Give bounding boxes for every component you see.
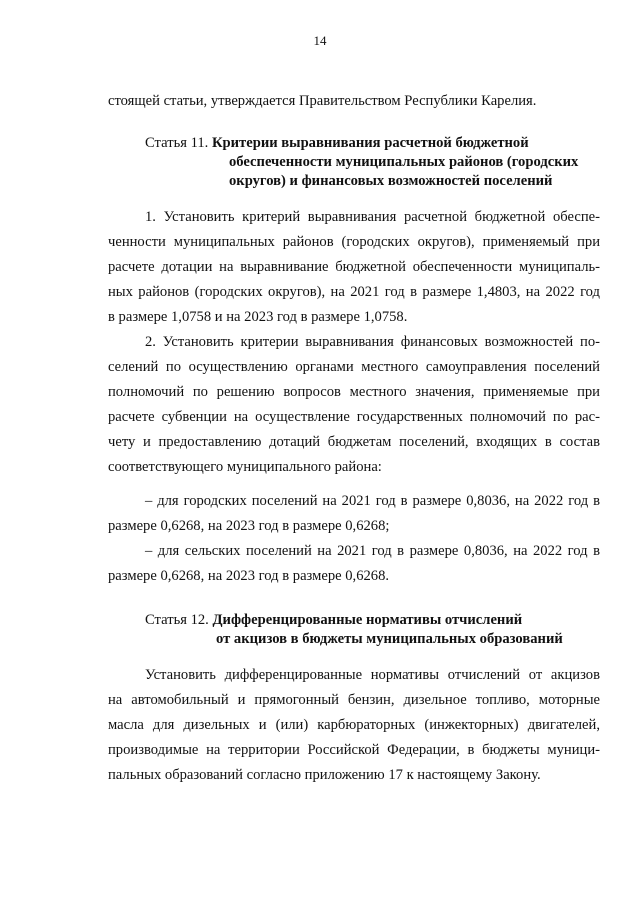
article-12-heading-line-1: [145, 611, 522, 630]
article-11-title-line-3: округов) и финансовых возможностей поселений: [229, 173, 553, 189]
paragraph-line: соответствующего муниципального района:: [108, 459, 382, 475]
paragraph-line: Установить дифференцированные нормативы отчислений от акцизов: [145, 667, 600, 683]
paragraph-line: 1. Установить критерий выравнивания расчетной бюджетной обеспе-: [145, 209, 600, 225]
paragraph-line: пальных образований согласно приложению 17 к настоящему Закону.: [108, 767, 541, 783]
list-item-line: – для городских поселений на 2021 год в размере 0,8036, на 2022 год в: [145, 493, 600, 509]
article-11-title-line-2: обеспеченности муниципальных районов (городских: [229, 154, 579, 170]
article-11-heading-line-3: [229, 172, 552, 191]
paragraph-line: 2. Установить критерии выравнивания финансовых возможностей по-: [145, 334, 600, 350]
paragraph-line: масла для дизельных и (или) карбюраторных (инжекторных) двигателей,: [108, 717, 600, 733]
paragraph-line: ных районов (городских округов), на 2021 год в размере 1,4803, на 2022 год: [108, 284, 600, 300]
list-item-line: – для сельских поселений на 2021 год в размере 0,8036, на 2022 год в: [145, 543, 600, 559]
article-12-title-line-1: Дифференцированные нормативы отчислений: [212, 612, 523, 628]
paragraph-line: на автомобильный и прямогонный бензин, дизельное топливо, моторные: [108, 692, 600, 708]
article-11-label: Статья 11.: [145, 135, 209, 151]
paragraph-line: расчете субвенции на осуществление государственных полномочий по рас-: [108, 409, 600, 425]
article-11-heading-line-1: [145, 134, 529, 153]
paragraph-line: в размере 1,0758 и на 2023 год в размере 1,0758.: [108, 309, 408, 325]
article-12-label: Статья 12.: [145, 612, 209, 628]
paragraph-line: чету и предоставлению дотаций бюджетам поселений, входящих в состав: [108, 434, 600, 450]
paragraph-line: полномочий по решению вопросов местного значения, применяемые при: [108, 384, 600, 400]
page-number: 14: [313, 33, 327, 48]
article-11-title-line-1: Критерии выравнивания расчетной бюджетной: [211, 135, 529, 151]
paragraph-line: производимые на территории Российской Федерации, в бюджеты муници-: [108, 742, 600, 758]
article-12-heading-line-2: [216, 630, 563, 649]
list-item-line: размере 0,6268, на 2023 год в размере 0,6268;: [108, 518, 390, 534]
article-11-heading-line-2: [229, 153, 578, 172]
paragraph-line: селений по осуществлению органами местного самоуправления поселений: [108, 359, 600, 375]
list-item-line: размере 0,6268, на 2023 год в размере 0,6268.: [108, 568, 390, 584]
article-12-title-line-2: от акцизов в бюджеты муниципальных образований: [216, 631, 563, 647]
paragraph-line: расчете дотации на выравнивание бюджетной обеспеченности муниципаль-: [108, 259, 600, 275]
intro-line: стоящей статьи, утверждается Правительством Республики Карелия.: [108, 93, 537, 109]
paragraph-line: ченности муниципальных районов (городских округов), применяемый при: [108, 234, 600, 250]
